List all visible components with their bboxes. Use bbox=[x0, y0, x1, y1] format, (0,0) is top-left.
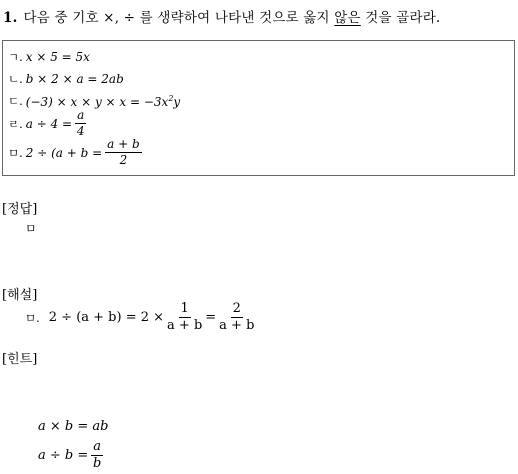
hint-line-2 bbox=[38, 440, 106, 472]
fraction-numerator: 1 bbox=[179, 302, 191, 318]
choice-marker: ㅁ. bbox=[8, 145, 23, 160]
choice-item bbox=[8, 93, 180, 109]
question-text-after: 것을 골라라. bbox=[360, 10, 441, 26]
choice-expression-left: 2 ÷ (a + b = bbox=[25, 145, 103, 160]
choice-marker: ㄱ. bbox=[8, 50, 23, 64]
hint-line-1: a × b = ab bbox=[38, 419, 109, 434]
fraction-denominator: 2 bbox=[119, 153, 128, 168]
choice-item bbox=[8, 138, 145, 167]
choice-exponent: 2 bbox=[168, 93, 174, 103]
choice-item bbox=[8, 109, 89, 138]
answer-label: [정답] bbox=[2, 202, 38, 217]
fraction-numerator: a + b bbox=[105, 138, 142, 153]
question-text-before: 다음 중 기호 ×, ÷ 를 생략하여 나타낸 것으로 옳지 bbox=[23, 10, 335, 26]
choice-expression: b × 2 × a = 2ab bbox=[25, 72, 124, 86]
fraction-denominator: a + b bbox=[167, 318, 203, 334]
fraction-numerator: 2 bbox=[231, 302, 243, 318]
hint-expression-left: a ÷ b = bbox=[38, 448, 89, 464]
choice-marker: ㄹ. bbox=[8, 116, 23, 131]
choice-item bbox=[8, 71, 124, 87]
fraction-denominator: b bbox=[92, 456, 102, 472]
answer-value: ㅁ bbox=[25, 222, 37, 236]
explanation-label: [해설] bbox=[2, 288, 38, 303]
explanation-fraction-1 bbox=[167, 302, 202, 334]
fraction-denominator: a + b bbox=[219, 318, 255, 334]
question-number: 1. bbox=[3, 10, 18, 26]
question-underlined-word: 않은 bbox=[334, 10, 361, 26]
hint-label: [힌트] bbox=[2, 352, 38, 367]
choice-marker: ㄷ. bbox=[8, 94, 23, 108]
hint-fraction bbox=[91, 440, 103, 472]
fraction-numerator: a bbox=[91, 440, 103, 456]
choice-expression: x × 5 = 5x bbox=[25, 50, 90, 64]
choice-expression-left: a ÷ 4 = bbox=[25, 116, 73, 131]
explanation-line bbox=[25, 302, 257, 334]
explanation-marker: ㅁ. bbox=[25, 310, 40, 325]
explanation-expression: 2 ÷ (a + b) = 2 × bbox=[48, 310, 165, 326]
explanation-equals: = bbox=[205, 310, 217, 326]
choice-fraction bbox=[75, 109, 86, 138]
choice-marker: ㄴ. bbox=[8, 72, 23, 86]
choice-expression bbox=[26, 94, 180, 109]
fraction-denominator: 4 bbox=[76, 124, 85, 139]
question-text bbox=[3, 6, 440, 26]
fraction-numerator: a bbox=[75, 109, 86, 124]
choice-expression-right: y bbox=[173, 94, 181, 109]
choice-expression-left: (−3) × x × y × x = −3x bbox=[25, 94, 169, 109]
choice-item bbox=[8, 49, 90, 65]
choice-fraction bbox=[105, 138, 142, 167]
explanation-fraction-2 bbox=[219, 302, 254, 334]
